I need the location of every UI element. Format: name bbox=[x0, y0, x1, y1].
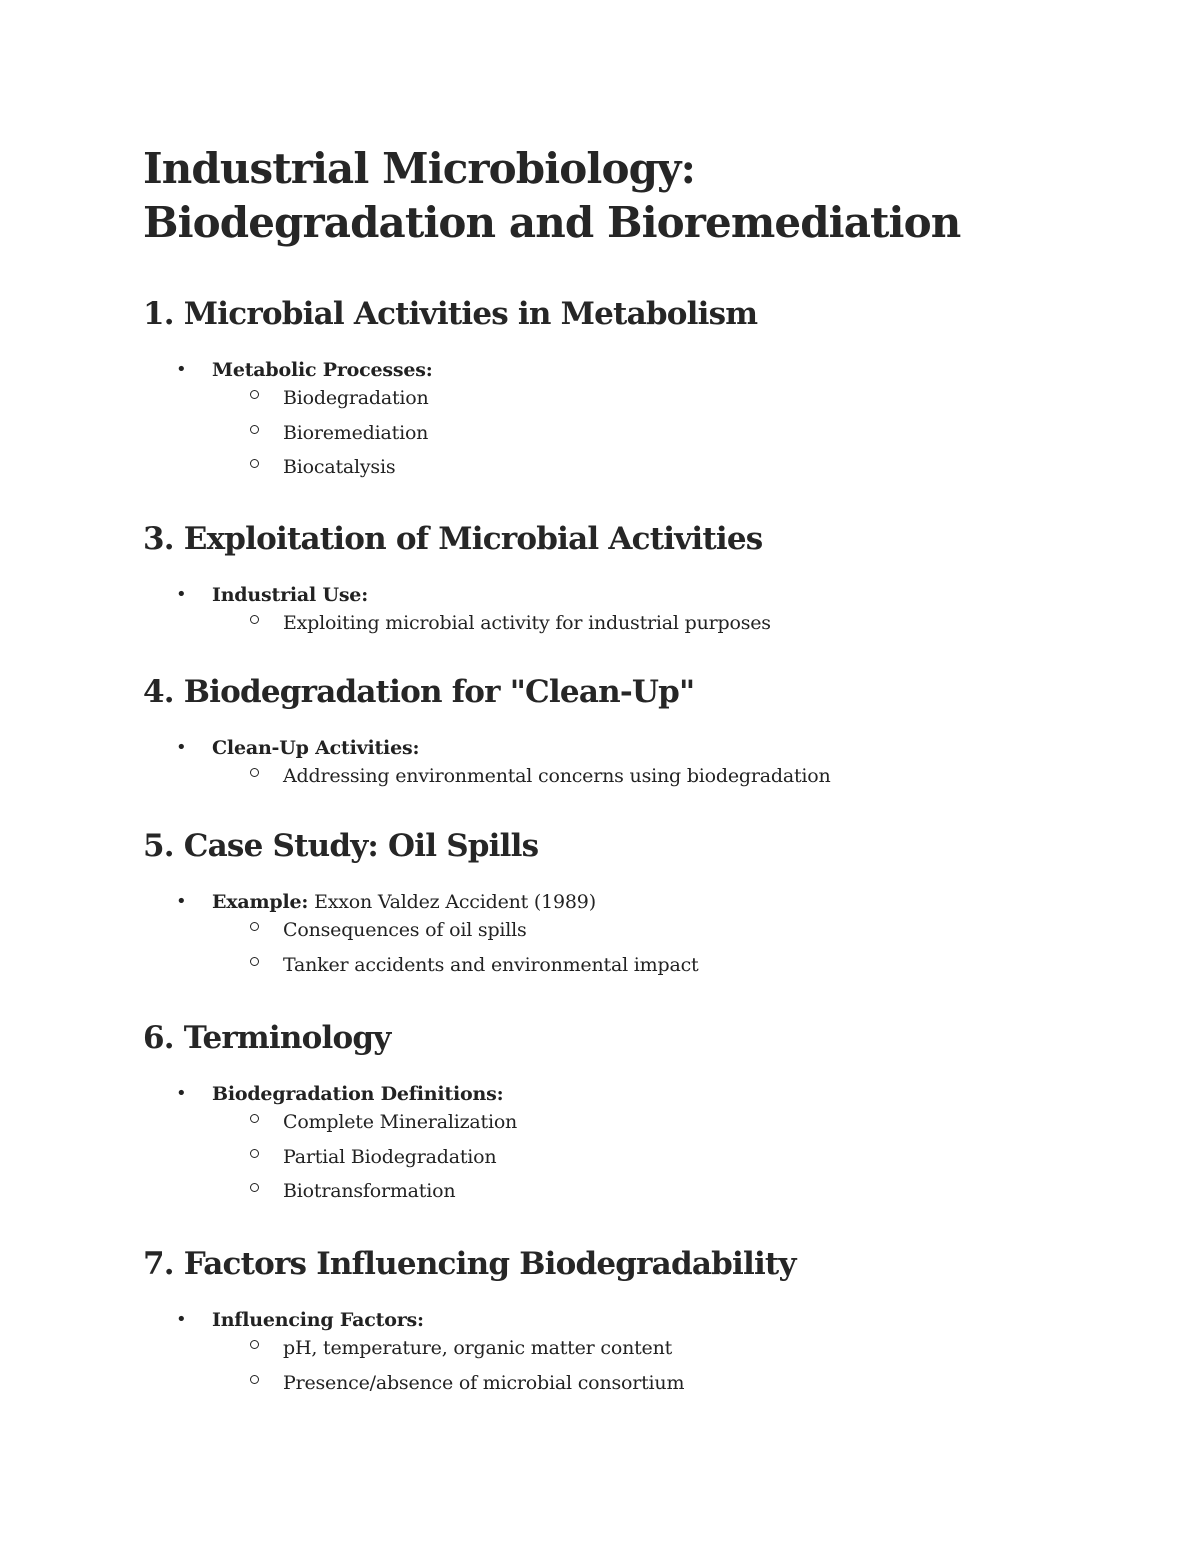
bullet-item bbox=[176, 1080, 1043, 1208]
sub-bullet-text: Complete Mineralization bbox=[283, 1111, 518, 1133]
document-title: Industrial Microbiology: Biodegradation and Bioremediation bbox=[143, 144, 961, 247]
sub-bullet-item bbox=[283, 416, 1043, 450]
bullet-list bbox=[143, 1080, 1043, 1208]
bullet-dot-icon: • bbox=[176, 737, 187, 758]
bullet-item bbox=[176, 888, 1043, 982]
sub-bullet-item bbox=[283, 1140, 1043, 1174]
sub-bullet-text: Tanker accidents and environmental impact bbox=[283, 954, 699, 976]
bullet-item bbox=[176, 581, 1043, 637]
circle-bullet-icon bbox=[250, 922, 259, 931]
bullet-list bbox=[143, 581, 1043, 637]
circle-bullet-icon bbox=[250, 615, 259, 624]
sub-bullet-item bbox=[283, 762, 1043, 790]
bullet-list bbox=[143, 888, 1043, 982]
sub-bullet-text: Presence/absence of microbial consortium bbox=[283, 1372, 685, 1394]
sub-bullet-text: Exploiting microbial activity for industrial purposes bbox=[283, 612, 771, 634]
circle-bullet-icon bbox=[250, 957, 259, 966]
sub-bullet-text: Addressing environmental concerns using biodegradation bbox=[283, 765, 831, 787]
bullet-label: Industrial Use: bbox=[212, 584, 369, 606]
bullet-list bbox=[143, 356, 1043, 484]
bullet-dot-icon: • bbox=[176, 359, 187, 380]
circle-bullet-icon bbox=[250, 768, 259, 777]
section-case-study bbox=[143, 826, 1043, 982]
sub-bullet-list bbox=[212, 916, 1043, 982]
bullet-label: Biodegradation Definitions: bbox=[212, 1083, 504, 1105]
bullet-dot-icon: • bbox=[176, 891, 187, 912]
sub-bullet-text: Biotransformation bbox=[283, 1180, 456, 1202]
circle-bullet-icon bbox=[250, 390, 259, 399]
sub-bullet-item bbox=[283, 609, 1043, 637]
section-exploitation bbox=[143, 519, 1043, 637]
sub-bullet-list bbox=[212, 1108, 1043, 1208]
sub-bullet-item bbox=[283, 1366, 1043, 1400]
section-heading: 4. Biodegradation for "Clean-Up" bbox=[143, 674, 695, 710]
bullet-label: Metabolic Processes: bbox=[212, 359, 433, 381]
section-factors bbox=[143, 1244, 1043, 1400]
section-heading: 1. Microbial Activities in Metabolism bbox=[143, 296, 758, 332]
section-heading: 7. Factors Influencing Biodegradability bbox=[143, 1246, 796, 1282]
sub-bullet-item bbox=[283, 450, 1043, 484]
bullet-dot-icon: • bbox=[176, 1309, 187, 1330]
sub-bullet-text: pH, temperature, organic matter content bbox=[283, 1337, 673, 1359]
bullet-label: Clean-Up Activities: bbox=[212, 737, 420, 759]
sub-bullet-item bbox=[283, 916, 1043, 944]
sub-bullet-text: Biodegradation bbox=[283, 387, 429, 409]
document-page bbox=[143, 142, 1043, 1400]
bullet-dot-icon: • bbox=[176, 1083, 187, 1104]
section-heading: 5. Case Study: Oil Spills bbox=[143, 828, 539, 864]
sub-bullet-item bbox=[283, 1174, 1043, 1208]
sub-bullet-item bbox=[283, 384, 1043, 412]
bullet-item bbox=[176, 356, 1043, 484]
circle-bullet-icon bbox=[250, 459, 259, 468]
bullet-label: Influencing Factors: bbox=[212, 1309, 424, 1331]
sub-bullet-item bbox=[283, 948, 1043, 982]
bullet-label: Example: bbox=[212, 891, 309, 913]
sub-bullet-text: Partial Biodegradation bbox=[283, 1146, 497, 1168]
section-microbial-activities bbox=[143, 294, 1043, 484]
circle-bullet-icon bbox=[250, 1149, 259, 1158]
sub-bullet-list bbox=[212, 384, 1043, 484]
section-heading: 3. Exploitation of Microbial Activities bbox=[143, 521, 763, 557]
sub-bullet-text: Biocatalysis bbox=[283, 456, 396, 478]
bullet-item bbox=[176, 734, 1043, 790]
bullet-text: Exxon Valdez Accident (1989) bbox=[308, 891, 596, 913]
sub-bullet-list bbox=[212, 762, 1043, 790]
circle-bullet-icon bbox=[250, 1340, 259, 1349]
sub-bullet-text: Bioremediation bbox=[283, 422, 429, 444]
section-heading: 6. Terminology bbox=[143, 1020, 391, 1056]
circle-bullet-icon bbox=[250, 425, 259, 434]
circle-bullet-icon bbox=[250, 1183, 259, 1192]
section-terminology bbox=[143, 1018, 1043, 1208]
circle-bullet-icon bbox=[250, 1114, 259, 1123]
bullet-dot-icon: • bbox=[176, 584, 187, 605]
bullet-item bbox=[176, 1306, 1043, 1400]
circle-bullet-icon bbox=[250, 1375, 259, 1384]
sub-bullet-text: Consequences of oil spills bbox=[283, 919, 527, 941]
sub-bullet-list bbox=[212, 1334, 1043, 1400]
sub-bullet-list bbox=[212, 609, 1043, 637]
sub-bullet-item bbox=[283, 1108, 1043, 1136]
section-clean-up bbox=[143, 672, 1043, 790]
bullet-list bbox=[143, 734, 1043, 790]
bullet-list bbox=[143, 1306, 1043, 1400]
sub-bullet-item bbox=[283, 1334, 1043, 1362]
